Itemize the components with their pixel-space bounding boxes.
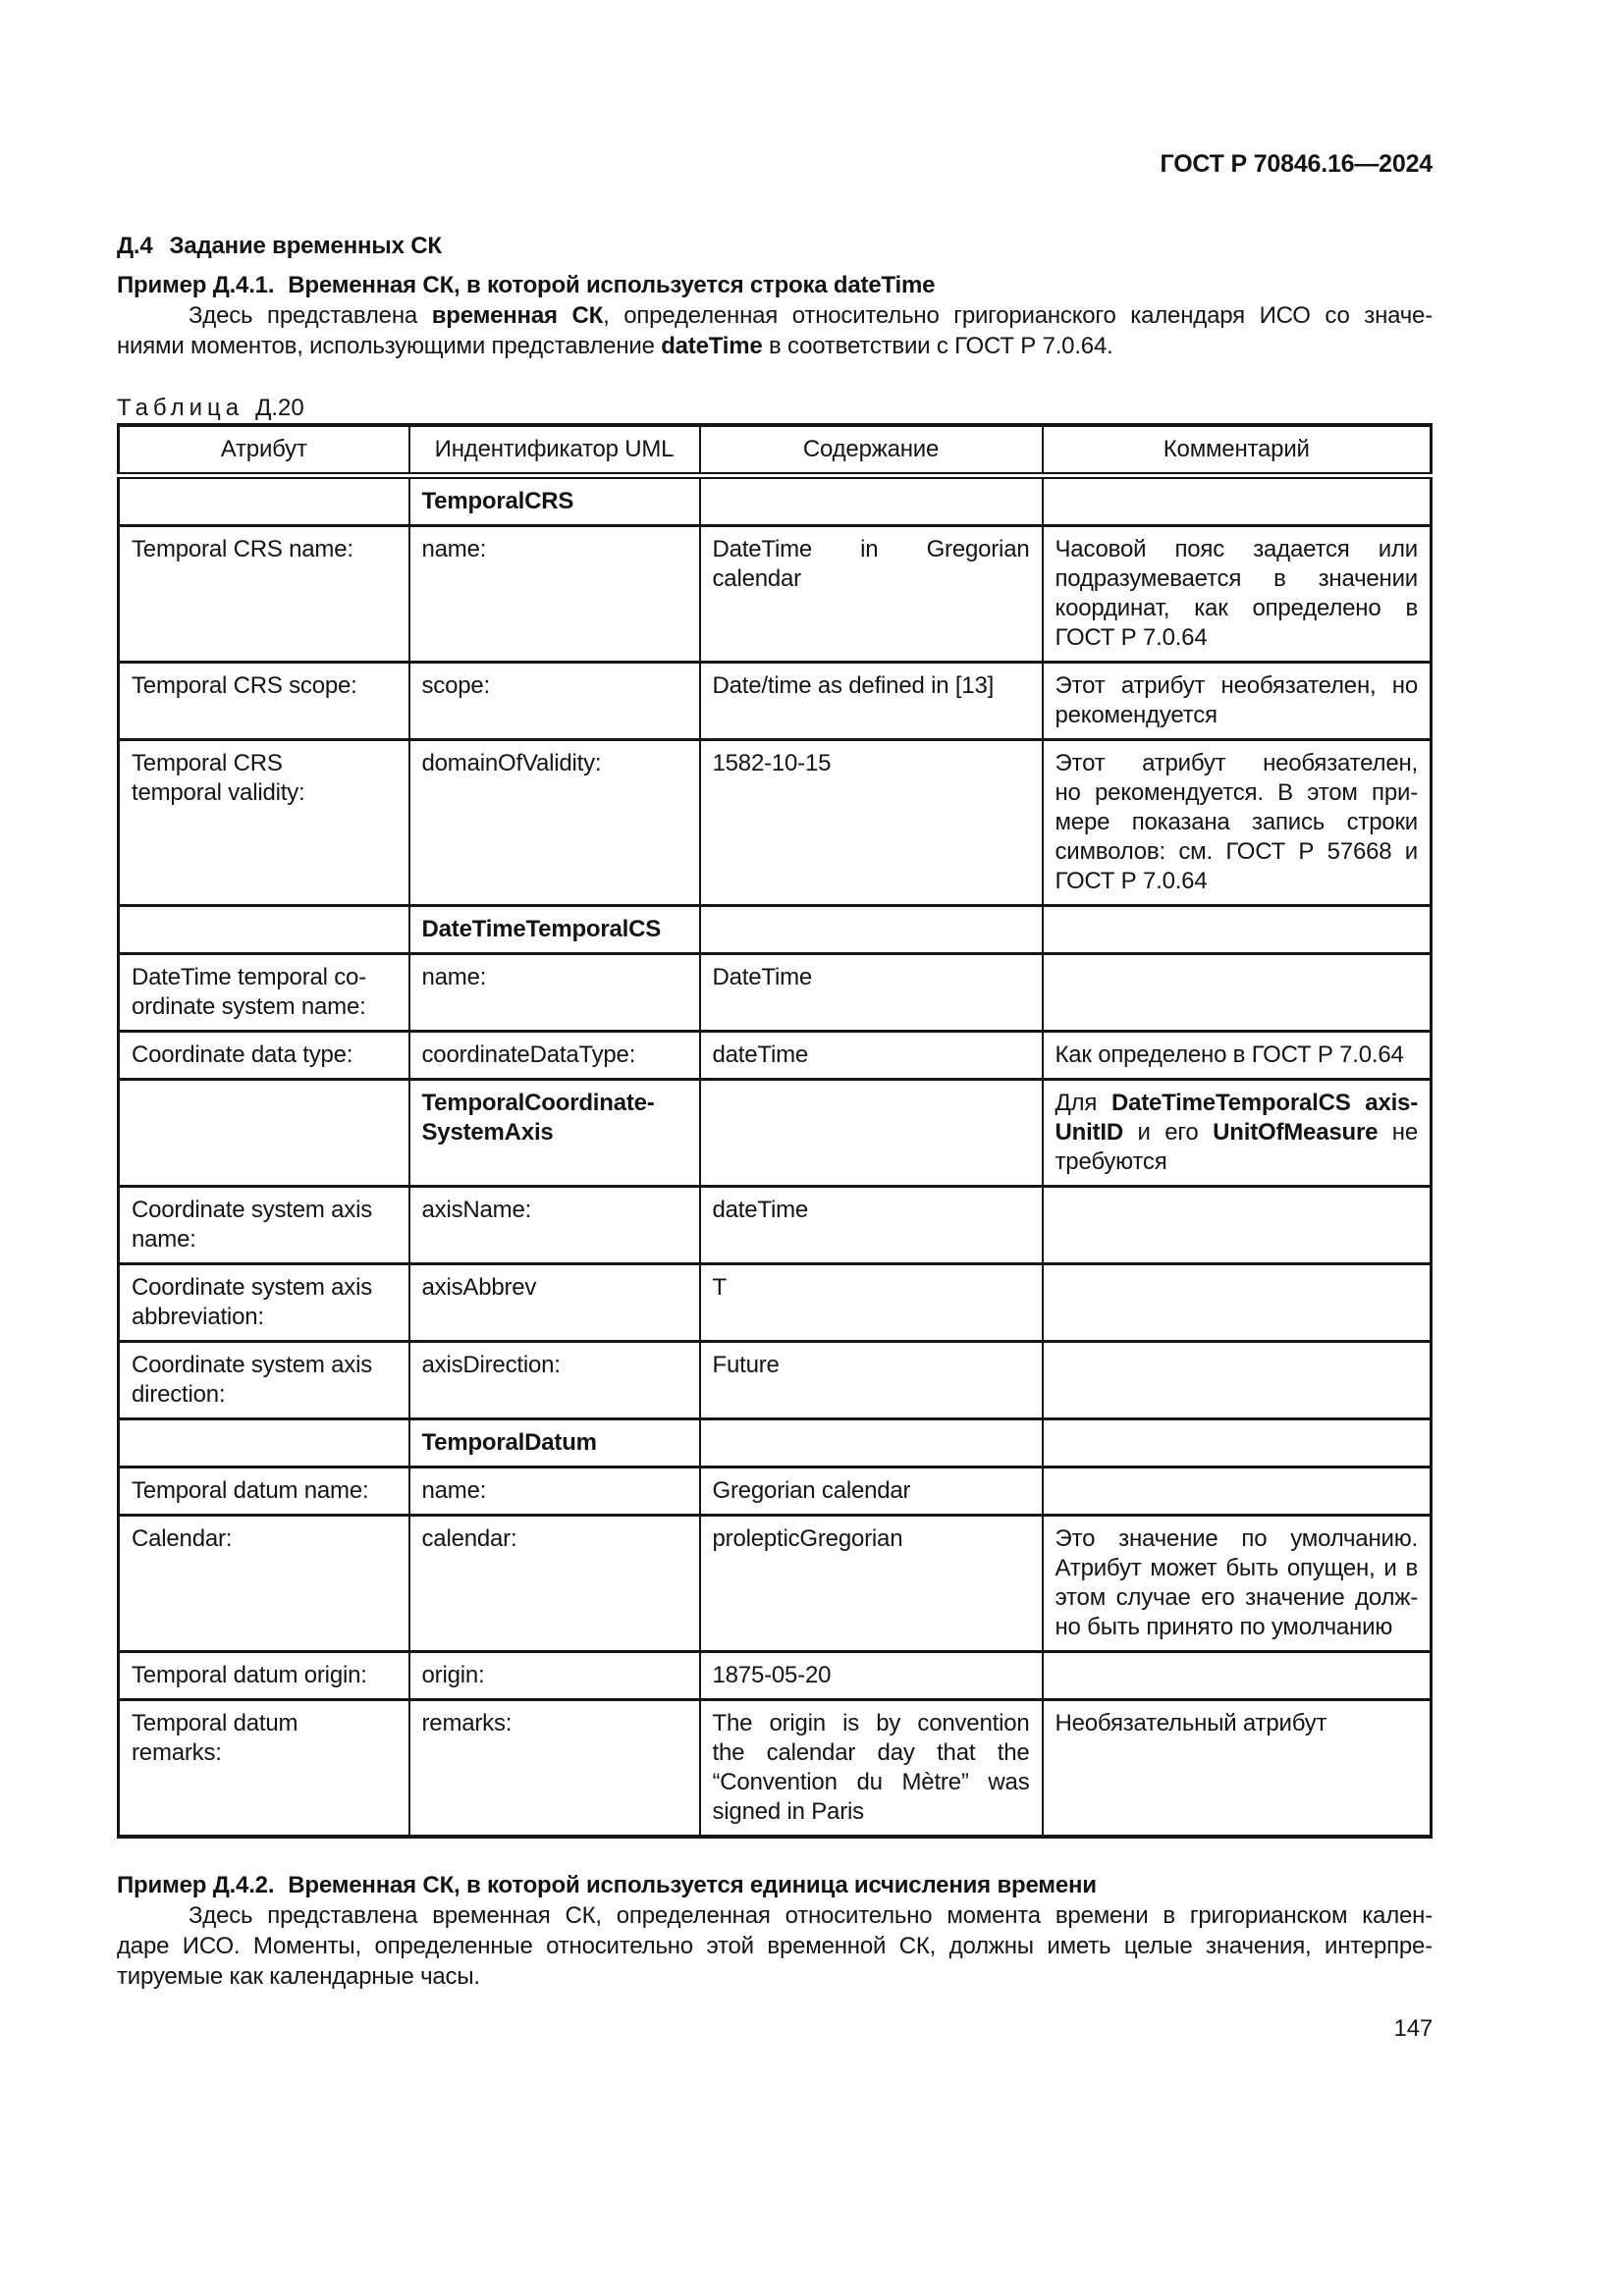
text-line bbox=[132, 749, 397, 778]
table-cell bbox=[409, 740, 700, 906]
text-line bbox=[132, 1738, 397, 1768]
text-segment: Это значение по умолчанию. bbox=[1055, 1525, 1418, 1552]
text-line bbox=[422, 1524, 687, 1554]
table-cell bbox=[1043, 1700, 1432, 1838]
text-segment: ГОСТ Р 7.0.64 bbox=[1055, 624, 1208, 651]
table-cell bbox=[409, 526, 700, 663]
text-line bbox=[1056, 701, 1419, 730]
table-row bbox=[119, 906, 1432, 954]
table-cell bbox=[409, 1342, 700, 1419]
table-cell bbox=[700, 1032, 1043, 1080]
text-line bbox=[422, 749, 687, 778]
table-cell bbox=[119, 1419, 409, 1468]
text-segment: UnitID bbox=[1055, 1119, 1123, 1146]
text-segment: 1582-10-15 bbox=[712, 750, 832, 776]
text-line bbox=[132, 1524, 397, 1554]
section-number: Д.4 bbox=[117, 233, 153, 259]
table-cell bbox=[1043, 1187, 1432, 1264]
table-cell bbox=[700, 1342, 1043, 1419]
table-cell bbox=[409, 954, 700, 1032]
text-segment: temporal validity: bbox=[132, 779, 305, 806]
text-line bbox=[1056, 778, 1419, 808]
text-line bbox=[1056, 837, 1419, 867]
text-segment: 1875-05-20 bbox=[712, 1662, 832, 1688]
text-segment: UnitOfMeasure bbox=[1213, 1119, 1379, 1146]
text-segment: временная СК bbox=[431, 302, 604, 329]
text-segment: DateTimeTemporalCS bbox=[421, 916, 662, 942]
text-line bbox=[713, 963, 1030, 992]
table-row bbox=[119, 1516, 1432, 1652]
section-heading bbox=[117, 231, 1433, 261]
text-line bbox=[422, 1428, 687, 1458]
table-cell bbox=[409, 1468, 700, 1516]
text-line bbox=[713, 564, 1030, 594]
table-cell bbox=[119, 906, 409, 954]
example-2-heading bbox=[117, 1870, 1433, 1900]
text-segment: Coordinate system axis bbox=[132, 1352, 373, 1378]
table-cell bbox=[700, 663, 1043, 740]
text-segment: direction: bbox=[132, 1381, 226, 1408]
text-line bbox=[1056, 1041, 1419, 1070]
text-segment: remarks: bbox=[421, 1710, 513, 1736]
text-segment: TemporalCRS bbox=[421, 488, 574, 514]
table-row bbox=[119, 1468, 1432, 1516]
text-line bbox=[132, 1273, 397, 1303]
text-segment: Этот атрибут необязателен, но bbox=[1055, 672, 1418, 699]
text-line bbox=[1056, 867, 1419, 896]
table-cell bbox=[409, 1516, 700, 1652]
table-cell bbox=[409, 1264, 700, 1342]
table-cell bbox=[1043, 1516, 1432, 1652]
text-segment: SystemAxis bbox=[421, 1119, 554, 1146]
table-cell bbox=[1043, 1264, 1432, 1342]
text-segment: prolepticGregorian bbox=[712, 1525, 903, 1552]
text-segment: символов: см. ГОСТ Р 57668 и bbox=[1055, 838, 1418, 865]
text-segment: Часовой пояс задается или bbox=[1055, 536, 1418, 562]
example-1-title: Временная СК, в которой используется строка dateTime bbox=[288, 272, 936, 298]
text-segment: ГОСТ Р 7.0.64 bbox=[1055, 868, 1208, 894]
column-header: Атрибут bbox=[119, 425, 409, 476]
text-line bbox=[422, 1041, 687, 1070]
text-segment: Temporal CRS name: bbox=[132, 536, 353, 562]
text-segment: Для bbox=[1055, 1090, 1111, 1116]
text-line bbox=[1056, 749, 1419, 778]
text-segment: Temporal datum bbox=[132, 1710, 298, 1736]
table-cell bbox=[409, 906, 700, 954]
text-line bbox=[422, 1476, 687, 1506]
text-segment: TemporalDatum bbox=[421, 1429, 597, 1456]
text-line bbox=[713, 1351, 1030, 1380]
text-segment: не bbox=[1378, 1119, 1419, 1146]
text-segment: Temporal datum origin: bbox=[132, 1662, 367, 1688]
table-cell bbox=[700, 1080, 1043, 1187]
text-segment: Здесь представлена bbox=[189, 302, 432, 329]
text-segment: origin: bbox=[421, 1662, 485, 1688]
text-segment: но быть принято по умолчанию bbox=[1055, 1614, 1393, 1640]
table-row bbox=[119, 1264, 1432, 1342]
text-segment: axisDirection: bbox=[421, 1352, 561, 1378]
table-row bbox=[119, 954, 1432, 1032]
page-number: 147 bbox=[1393, 2015, 1433, 2042]
text-line bbox=[713, 1041, 1030, 1070]
table-cell bbox=[1043, 1419, 1432, 1468]
text-line bbox=[132, 992, 397, 1022]
text-segment: axisName: bbox=[421, 1197, 532, 1223]
text-line bbox=[117, 1961, 1433, 1992]
text-segment: требуются bbox=[1055, 1148, 1167, 1175]
table-cell bbox=[1043, 1468, 1432, 1516]
text-line bbox=[713, 1196, 1030, 1225]
table-cell bbox=[1043, 663, 1432, 740]
text-line bbox=[117, 300, 1433, 331]
table-cell bbox=[409, 663, 700, 740]
text-line bbox=[1056, 1554, 1419, 1583]
text-segment: Здесь представлена временная СК, определенная относительно момента времени в григорианском кален- bbox=[189, 1902, 1433, 1929]
text-segment: Как определено в ГОСТ Р 7.0.64 bbox=[1055, 1041, 1404, 1068]
text-segment: calendar bbox=[712, 565, 801, 592]
table-cell bbox=[1043, 1652, 1432, 1700]
text-line bbox=[422, 487, 687, 516]
text-line bbox=[132, 963, 397, 992]
table-cell bbox=[1043, 906, 1432, 954]
table-cell bbox=[700, 906, 1043, 954]
text-segment: DateTime temporal co- bbox=[132, 964, 366, 990]
table-cell bbox=[409, 1187, 700, 1264]
text-segment: dateTime bbox=[712, 1197, 809, 1223]
text-segment: coordinateDataType: bbox=[421, 1041, 636, 1068]
table-row bbox=[119, 740, 1432, 906]
table-cell bbox=[1043, 1080, 1432, 1187]
text-segment: scope: bbox=[421, 672, 491, 699]
text-line bbox=[1056, 1148, 1419, 1177]
table-cell bbox=[119, 1032, 409, 1080]
text-line bbox=[132, 778, 397, 808]
text-segment: name: bbox=[421, 536, 487, 562]
table-cell bbox=[1043, 476, 1432, 526]
table-cell bbox=[1043, 526, 1432, 663]
table-header-row bbox=[119, 425, 1432, 476]
table-cell bbox=[119, 663, 409, 740]
standard-number-header: ГОСТ Р 70846.16—2024 bbox=[1160, 150, 1433, 178]
text-line bbox=[422, 1196, 687, 1225]
example-2-title: Временная СК, в которой используется единица исчисления времени bbox=[288, 1872, 1097, 1898]
table-cell bbox=[119, 1468, 409, 1516]
table-cell bbox=[119, 954, 409, 1032]
text-segment: ниями моментов, использующими представление bbox=[117, 333, 662, 359]
text-line bbox=[713, 1709, 1030, 1738]
table-cell bbox=[700, 1419, 1043, 1468]
text-line bbox=[1056, 1089, 1419, 1118]
text-line bbox=[713, 1524, 1030, 1554]
text-line bbox=[132, 1351, 397, 1380]
table-cell bbox=[119, 740, 409, 906]
column-header: Индентификатор UML bbox=[409, 425, 700, 476]
text-line bbox=[422, 1351, 687, 1380]
table-row bbox=[119, 1032, 1432, 1080]
text-line bbox=[117, 1900, 1433, 1931]
text-segment: name: bbox=[132, 1226, 196, 1253]
text-segment: abbreviation: bbox=[132, 1304, 264, 1330]
table-body bbox=[119, 476, 1432, 1838]
table-row bbox=[119, 1187, 1432, 1264]
example-1-label: Пример Д.4.1. bbox=[117, 272, 275, 298]
table-cell bbox=[409, 1700, 700, 1838]
text-line bbox=[1056, 535, 1419, 564]
table-cell bbox=[700, 740, 1043, 906]
text-line bbox=[132, 535, 397, 564]
text-line bbox=[713, 671, 1030, 701]
column-header: Содержание bbox=[700, 425, 1043, 476]
text-line bbox=[132, 1380, 397, 1410]
table-cell bbox=[700, 1187, 1043, 1264]
table-cell bbox=[119, 1652, 409, 1700]
text-segment: даре ИСО. Моменты, определенные относительно этой временной СК, должны иметь целые значения, интерпре- bbox=[117, 1933, 1433, 1959]
text-line bbox=[713, 535, 1030, 564]
text-segment: signed in Paris bbox=[712, 1798, 864, 1825]
table-cell bbox=[119, 1187, 409, 1264]
table-row bbox=[119, 476, 1432, 526]
text-line bbox=[1056, 564, 1419, 594]
text-segment: координат, как определено в bbox=[1055, 595, 1418, 621]
text-segment: name: bbox=[421, 964, 487, 990]
text-segment: Date/time as defined in [13] bbox=[712, 672, 995, 699]
table-cell bbox=[1043, 954, 1432, 1032]
table-cell bbox=[700, 1468, 1043, 1516]
table-caption bbox=[117, 393, 1433, 423]
text-segment: T bbox=[712, 1274, 727, 1301]
table-cell bbox=[119, 1080, 409, 1187]
table-cell bbox=[119, 1700, 409, 1838]
text-segment: Temporal CRS bbox=[132, 750, 283, 776]
text-segment: DateTime in Gregorian bbox=[712, 536, 1030, 562]
section-title: Задание временных СК bbox=[169, 233, 442, 259]
text-line bbox=[1056, 1613, 1419, 1642]
text-line bbox=[422, 915, 687, 944]
table-cell bbox=[700, 476, 1043, 526]
text-segment: dateTime bbox=[661, 333, 763, 359]
text-segment: axisAbbrev bbox=[421, 1274, 537, 1301]
text-segment: Calendar: bbox=[132, 1525, 233, 1552]
table-cell bbox=[700, 1516, 1043, 1652]
text-segment: , определенная относительно григорианского календаря ИСО со значе- bbox=[603, 302, 1434, 329]
text-segment: этом случае его значение долж- bbox=[1055, 1584, 1418, 1611]
text-segment: мере показана запись строки bbox=[1055, 809, 1418, 835]
text-line bbox=[713, 1273, 1030, 1303]
text-line bbox=[713, 1797, 1030, 1827]
text-segment: DateTimeTemporalCS axis- bbox=[1110, 1090, 1418, 1116]
table-cell bbox=[119, 526, 409, 663]
text-line bbox=[422, 535, 687, 564]
text-segment: domainOfValidity: bbox=[421, 750, 602, 776]
text-segment: Coordinate system axis bbox=[132, 1274, 373, 1301]
text-line bbox=[1056, 671, 1419, 701]
text-segment: TemporalCoordinate- bbox=[421, 1090, 655, 1116]
attributes-table bbox=[117, 423, 1433, 1839]
example-2-label: Пример Д.4.2. bbox=[117, 1872, 275, 1898]
example-1-heading bbox=[117, 270, 1433, 300]
table-cell bbox=[119, 1264, 409, 1342]
text-line bbox=[1056, 1709, 1419, 1738]
table-row bbox=[119, 1652, 1432, 1700]
text-line bbox=[713, 1738, 1030, 1768]
table-row bbox=[119, 1700, 1432, 1838]
text-segment: Этот атрибут необязателен, bbox=[1055, 750, 1418, 776]
text-line bbox=[1056, 1524, 1419, 1554]
text-line bbox=[422, 1118, 687, 1148]
text-segment: remarks: bbox=[132, 1739, 222, 1766]
text-segment: Атрибут может быть опущен, и в bbox=[1055, 1555, 1418, 1581]
text-line bbox=[132, 1303, 397, 1332]
text-line bbox=[117, 331, 1433, 361]
table-cell bbox=[119, 1516, 409, 1652]
table-cell bbox=[409, 1652, 700, 1700]
text-line bbox=[1056, 808, 1419, 837]
text-line bbox=[422, 963, 687, 992]
text-segment: DateTime bbox=[712, 964, 813, 990]
text-line bbox=[422, 1089, 687, 1118]
page-content bbox=[117, 0, 1433, 2044]
table-row bbox=[119, 1080, 1432, 1187]
text-segment: рекомендуется bbox=[1055, 702, 1218, 728]
text-line bbox=[422, 1273, 687, 1303]
table-caption-label: Таблица bbox=[117, 395, 244, 421]
text-line bbox=[422, 1709, 687, 1738]
table-cell bbox=[700, 526, 1043, 663]
table-cell bbox=[409, 476, 700, 526]
text-segment: the calendar day that the bbox=[712, 1739, 1030, 1766]
text-line bbox=[1056, 623, 1419, 653]
column-header: Комментарий bbox=[1043, 425, 1432, 476]
table-caption-number: Д.20 bbox=[255, 395, 304, 421]
text-segment: ordinate system name: bbox=[132, 993, 366, 1020]
paragraph-2 bbox=[117, 1900, 1433, 1992]
table-row bbox=[119, 663, 1432, 740]
text-segment: Temporal datum name: bbox=[132, 1477, 369, 1504]
text-segment: но рекомендуется. В этом при- bbox=[1055, 779, 1418, 806]
text-line bbox=[1056, 1583, 1419, 1613]
table-cell bbox=[119, 476, 409, 526]
text-line bbox=[132, 1196, 397, 1225]
table-cell bbox=[409, 1080, 700, 1187]
text-segment: Temporal CRS scope: bbox=[132, 672, 357, 699]
text-line bbox=[117, 1931, 1433, 1961]
table-cell bbox=[700, 1700, 1043, 1838]
table-row bbox=[119, 526, 1432, 663]
text-line bbox=[422, 671, 687, 701]
text-segment: подразумевается в значении bbox=[1055, 565, 1418, 592]
text-line bbox=[1056, 1118, 1419, 1148]
text-segment: и его bbox=[1122, 1119, 1214, 1146]
table-cell bbox=[409, 1032, 700, 1080]
text-line bbox=[132, 1709, 397, 1738]
text-segment: dateTime bbox=[712, 1041, 809, 1068]
table-row bbox=[119, 1419, 1432, 1468]
table-cell bbox=[119, 1342, 409, 1419]
paragraph-1 bbox=[117, 300, 1433, 361]
table-cell bbox=[1043, 1342, 1432, 1419]
text-line bbox=[132, 1476, 397, 1506]
text-segment: тируемые как календарные часы. bbox=[117, 1963, 480, 1990]
text-segment: The origin is by convention bbox=[712, 1710, 1030, 1736]
text-segment: “Convention du Mètre” was bbox=[712, 1769, 1030, 1795]
text-segment: Future bbox=[712, 1352, 780, 1378]
text-segment: в соответствии с ГОСТ Р 7.0.64. bbox=[762, 333, 1113, 359]
text-line bbox=[132, 1661, 397, 1690]
text-segment: Coordinate data type: bbox=[132, 1041, 353, 1068]
text-line bbox=[132, 1041, 397, 1070]
table-cell bbox=[409, 1419, 700, 1468]
text-segment: calendar: bbox=[421, 1525, 517, 1552]
table-cell bbox=[700, 1652, 1043, 1700]
text-line bbox=[132, 671, 397, 701]
text-segment: Необязательный атрибут bbox=[1055, 1710, 1327, 1736]
text-line bbox=[713, 1476, 1030, 1506]
table-row bbox=[119, 1342, 1432, 1419]
table-cell bbox=[700, 1264, 1043, 1342]
text-line bbox=[422, 1661, 687, 1690]
text-segment: Coordinate system axis bbox=[132, 1197, 373, 1223]
table-cell bbox=[1043, 740, 1432, 906]
text-segment: Gregorian calendar bbox=[712, 1477, 911, 1504]
text-line bbox=[713, 1661, 1030, 1690]
table-cell bbox=[700, 954, 1043, 1032]
text-line bbox=[713, 749, 1030, 778]
text-line bbox=[713, 1768, 1030, 1797]
table-cell bbox=[1043, 1032, 1432, 1080]
text-line bbox=[132, 1225, 397, 1255]
text-segment: name: bbox=[421, 1477, 487, 1504]
text-line bbox=[1056, 594, 1419, 623]
